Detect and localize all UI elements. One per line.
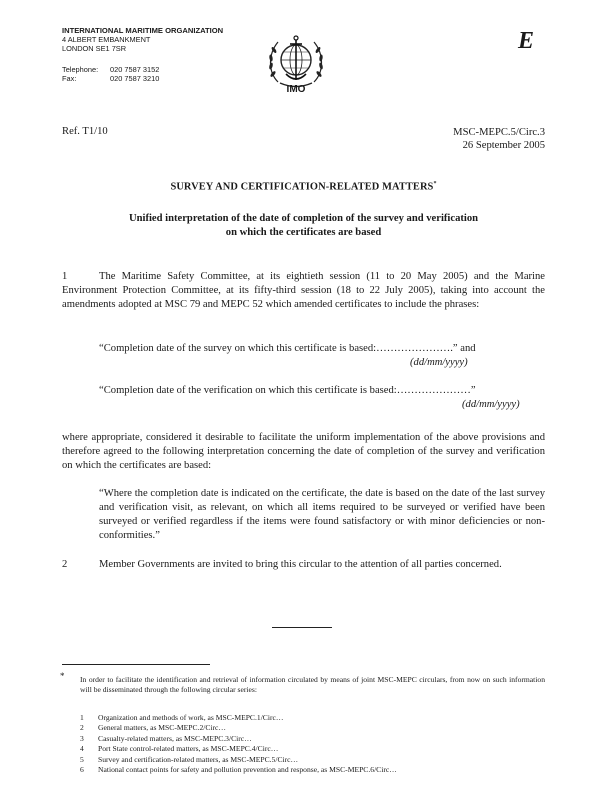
list-item	[62, 755, 545, 765]
list-item	[62, 713, 545, 723]
list-item-number: 5	[80, 754, 84, 764]
paragraph-2	[62, 558, 545, 572]
paragraph-1	[62, 270, 545, 312]
organization-block	[62, 26, 223, 83]
list-item-number: 1	[80, 713, 84, 722]
document-title	[62, 181, 545, 192]
date-format-hint: (dd/mm/yyyy)	[462, 399, 520, 410]
date-format-hint: (dd/mm/yyyy)	[410, 357, 468, 368]
document-subtitle	[62, 212, 545, 240]
contact-block	[62, 65, 223, 83]
list-item-text: National contact points for safety and pollution prevention and response, as MSC-MEPC.6/Circ…	[98, 764, 397, 774]
footnote-text: In order to facilitate the identification and retrieval of information circulated by means of joint MSC-MEPC circulars, from now on such information will be disseminated through the following circular series:	[80, 675, 545, 694]
document-date: 26 September 2005	[462, 140, 545, 151]
list-item-text: Organization and methods of work, as MSC-MEPC.1/Circ…	[98, 713, 284, 722]
list-item-text: Port State control-related matters, as MSC-MEPC.4/Circ…	[98, 744, 279, 754]
paragraph-text: Member Governments are invited to bring this circular to the attention of all parties concerned.	[99, 559, 502, 570]
list-item	[62, 734, 545, 744]
paragraph-number: 1	[62, 271, 68, 282]
telephone-value: 020 7587 3152	[110, 65, 160, 74]
organization-name: INTERNATIONAL MARITIME ORGANIZATION	[62, 26, 224, 35]
list-item-number: 4	[80, 744, 84, 754]
paragraph-number: 2	[62, 559, 68, 570]
document-number: MSC-MEPC.5/Circ.3	[453, 127, 545, 138]
list-item-number: 2	[80, 723, 84, 733]
imo-label: IMO	[286, 84, 306, 95]
title-text: SURVEY AND CERTIFICATION-RELATED MATTERS	[170, 181, 434, 193]
address-line-2: LONDON SE1 7SR	[62, 44, 127, 53]
interpretation-quote: “Where the completion date is indicated on the certificate, the date is based on the date of the last survey and verification visit, as relevant, on which all items required to be surveyed or verified have been surveyed or verified regardless if the items were found satisfactory or with minor deficiencies or non-conformities.”	[99, 488, 545, 541]
paragraph-text: The Maritime Safety Committee, at its eightieth session (11 to 20 May 2005) and the Marine Environment Protection Committee, at its fifty-third session (18 to 22 July 2005), taking into account the amendments adopted at MSC 79 and MEPC 52 which amended certificates to include the phrases:	[62, 271, 545, 310]
language-mark: E	[518, 28, 535, 54]
list-item-number: 6	[80, 764, 84, 774]
paragraph-1-continued: where appropriate, considered it desirable to facilitate the uniform implementation of the above provisions and therefore agreed to the following interpretation concerning the date of completion of the survey and verification on which the certificates are based:	[62, 432, 545, 471]
fax-value: 020 7587 3210	[110, 74, 160, 83]
list-item	[62, 765, 545, 775]
fax-label: Fax:	[62, 74, 77, 83]
list-item	[62, 744, 545, 754]
list-item-number: 3	[80, 733, 84, 743]
subtitle-line-1: Unified interpretation of the date of completion of the survey and verification	[128, 213, 479, 224]
footnote-separator	[62, 664, 210, 665]
list-item	[62, 723, 545, 733]
list-item-text: Survey and certification-related matters, as MSC-MEPC.5/Circ…	[98, 754, 299, 764]
footnote	[60, 671, 545, 695]
footnote-marker: *	[60, 671, 65, 681]
reference-number: Ref. T1/10	[62, 126, 108, 137]
quoted-phrase-verification: “Completion date of the verification on which this certificate is based:…………………”	[99, 385, 476, 396]
document-reference-block	[453, 126, 545, 152]
list-item-text: Casualty-related matters, as MSC-MEPC.3/Circ…	[98, 733, 252, 743]
circular-series-list	[62, 713, 545, 775]
title-footnote-marker: *	[433, 181, 437, 187]
quoted-phrase-survey: “Completion date of the survey on which this certificate is based:………………….” and	[99, 343, 476, 354]
subtitle-line-2: on which the certificates are based	[225, 227, 382, 238]
telephone-label: Telephone:	[62, 65, 99, 74]
list-item-text: General matters, as MSC-MEPC.2/Circ…	[98, 723, 227, 733]
address-line-1: 4 ALBERT EMBANKMENT	[62, 35, 151, 44]
end-of-text-rule	[272, 627, 332, 628]
